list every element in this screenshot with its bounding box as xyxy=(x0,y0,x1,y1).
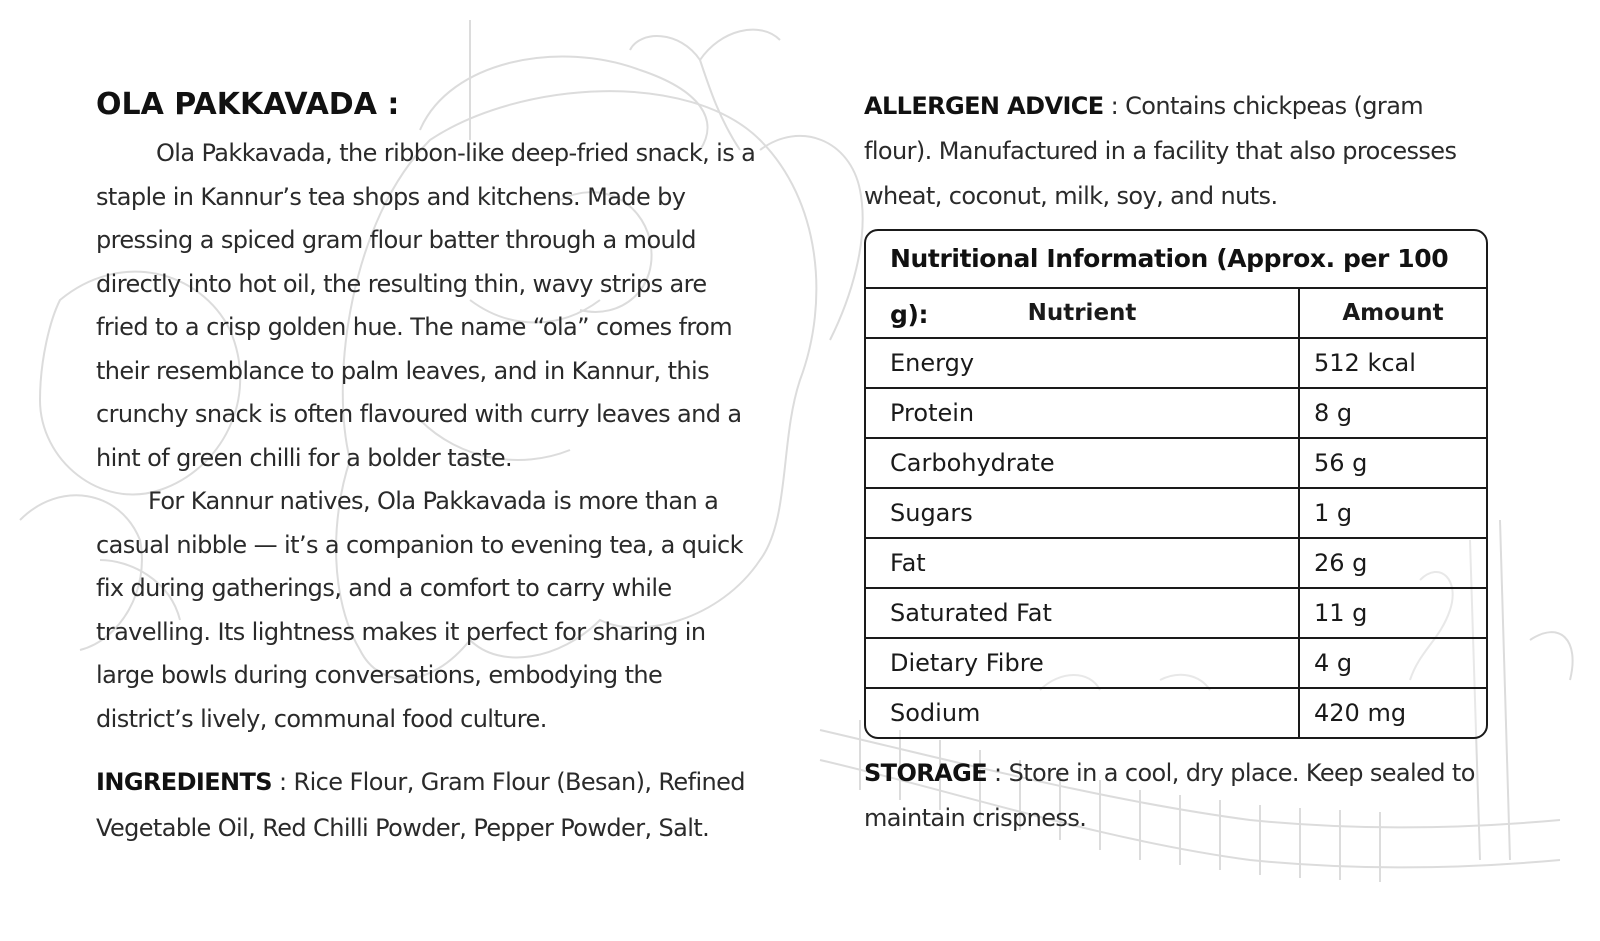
ingredients-label: INGREDIENTS xyxy=(96,768,272,796)
ingredients-separator: : xyxy=(271,768,294,796)
nutrient-amount: 1 g xyxy=(1299,488,1486,538)
nutrient-amount: 420 mg xyxy=(1314,699,1407,727)
storage-text: Store in a cool, dry place. Keep sealed to maintain crispness. xyxy=(864,759,1475,832)
storage-section xyxy=(864,751,1484,841)
nutrient-amount: 512 kcal xyxy=(1299,338,1486,388)
table-row xyxy=(866,438,1486,488)
nutrient-name: Sodium xyxy=(866,688,1299,737)
nutrition-table xyxy=(866,289,1486,737)
left-column xyxy=(96,82,756,851)
table-header-row xyxy=(866,289,1486,338)
ingredients-text: Rice Flour, Gram Flour (Besan), Refined Vegetable Oil, Red Chilli Powder, Pepper Powder, Salt. xyxy=(96,768,745,842)
nutrient-amount: 56 g xyxy=(1299,438,1486,488)
nutrient-amount: 26 g xyxy=(1299,538,1486,588)
description-paragraph-1: Ola Pakkavada, the ribbon-like deep-fried snack, is a staple in Kannur’s tea shops and kitchens. Made by pressing a spiced gram flour batter through a mould directly into hot oil, the resulting thin, wavy strips are fried to a crisp golden hue. The name “ola” comes from their resemblance to palm leaves, and in Kannur, this crunchy snack is often flavoured with curry leaves and a hint of green chilli for a bolder taste. xyxy=(96,139,756,472)
table-row xyxy=(866,338,1486,388)
nutrient-name: Saturated Fat xyxy=(866,588,1299,638)
nutrition-table-box xyxy=(864,229,1488,739)
nutrient-name: Dietary Fibre xyxy=(866,638,1299,688)
nutrient-name: Fat xyxy=(866,538,1299,588)
table-row xyxy=(866,488,1486,538)
nutrient-name: Carbohydrate xyxy=(866,438,1299,488)
header-amount: Amount xyxy=(1299,289,1486,338)
storage-separator: : xyxy=(987,759,1009,787)
nutrient-name: Protein xyxy=(866,388,1299,438)
header-nutrient: Nutrient xyxy=(866,289,1299,338)
nutrient-amount: 8 g xyxy=(1299,388,1486,438)
allergen-label: ALLERGEN ADVICE xyxy=(864,92,1104,120)
nutrient-name: Energy xyxy=(866,338,1299,388)
nutrient-name: Sugars xyxy=(866,488,1299,538)
table-row xyxy=(866,588,1486,638)
ingredients-section xyxy=(96,759,756,851)
right-column xyxy=(864,84,1484,841)
nutrient-amount: 4 g xyxy=(1299,638,1486,688)
product-title: OLA PAKKAVADA : xyxy=(96,87,400,122)
table-row xyxy=(866,388,1486,438)
table-row xyxy=(866,638,1486,688)
storage-label: STORAGE xyxy=(864,759,988,787)
allergen-separator: : xyxy=(1103,92,1126,120)
table-row xyxy=(866,688,1486,737)
table-row xyxy=(866,538,1486,588)
allergen-text: Contains chickpeas (gram flour). Manufactured in a facility that also processes wheat, coconut, milk, soy, and nuts. xyxy=(864,92,1457,210)
nutrient-amount: 11 g xyxy=(1299,588,1486,638)
allergen-section xyxy=(864,84,1484,219)
description-paragraph-2: For Kannur natives, Ola Pakkavada is more than a casual nibble — it’s a companion to evening tea, a quick fix during gatherings, and a comfort to carry while travelling. Its lightness makes it perfect for sharing in large bowls during conversations, embodying the district’s lively, communal food culture. xyxy=(96,487,743,733)
nutrition-title: Nutritional Information (Approx. per 100 g): xyxy=(866,231,1486,289)
